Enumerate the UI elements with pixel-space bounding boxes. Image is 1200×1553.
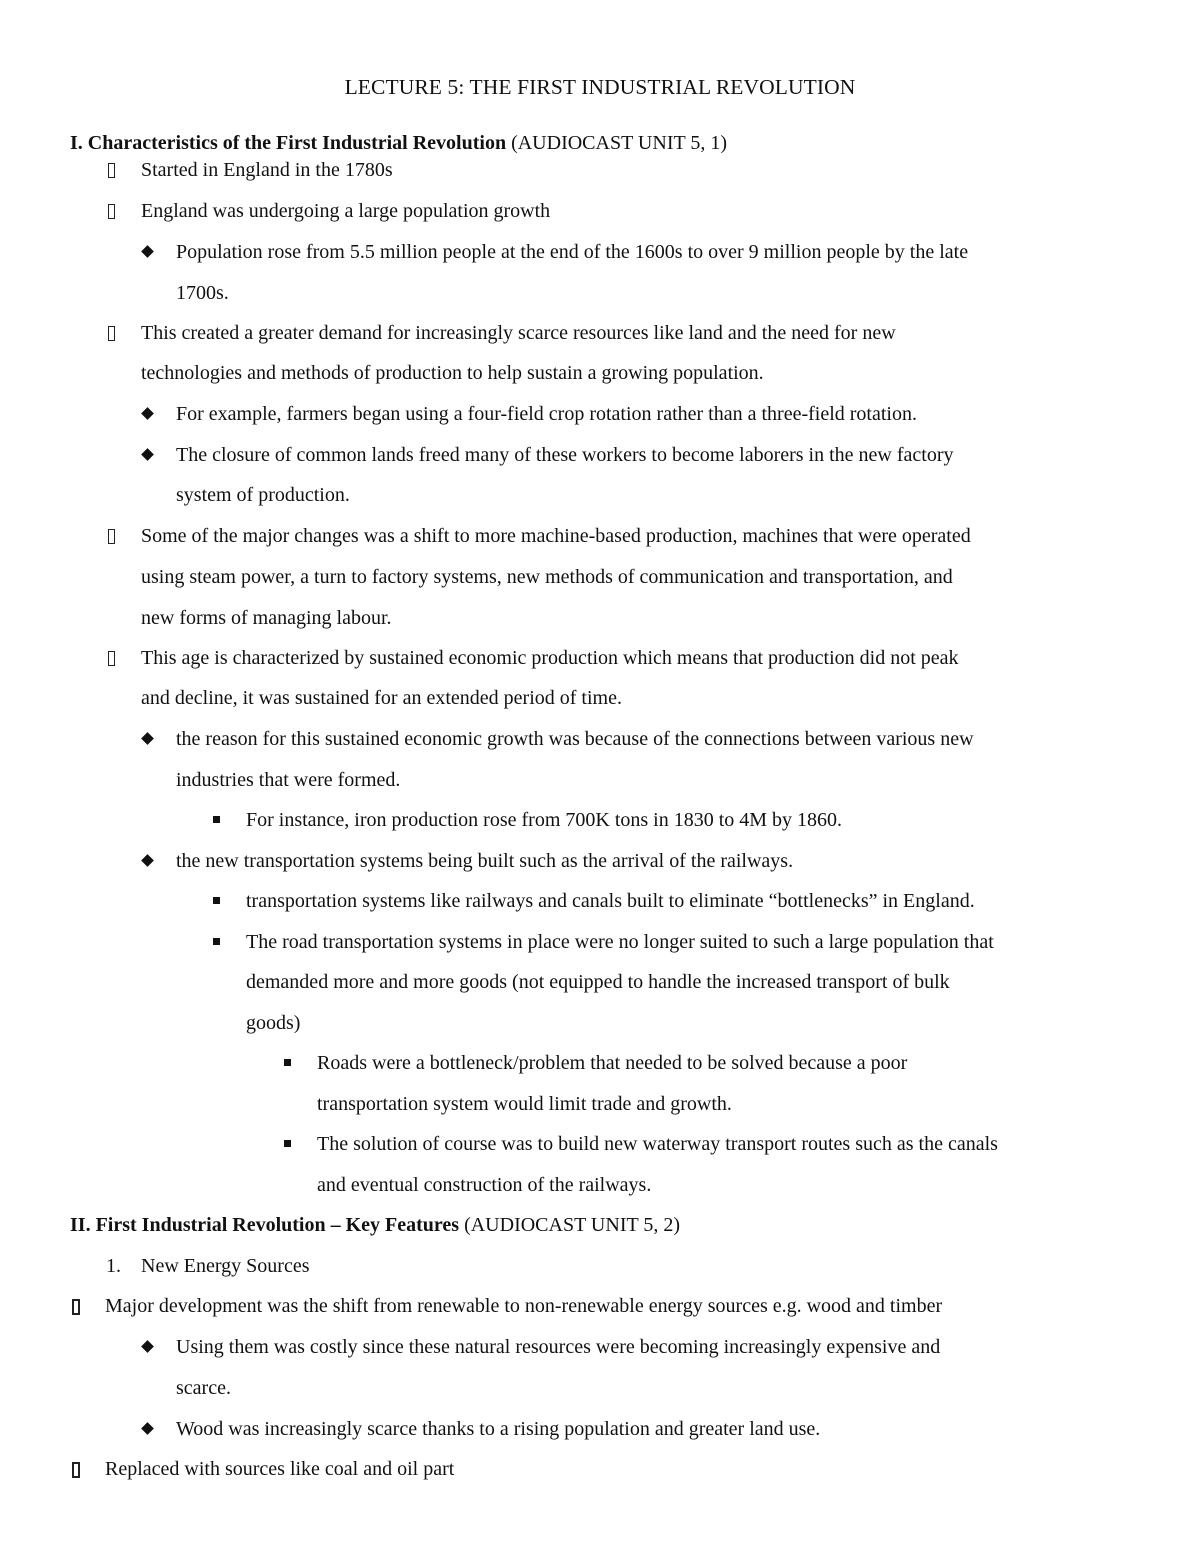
bullet-box-icon bbox=[108, 204, 115, 219]
list-item: Population rose from 5.5 million people at the end of the 1600s to over 9 million people by the late bbox=[176, 241, 969, 263]
list-item-continuation: scarce. bbox=[176, 1377, 231, 1399]
bullet-box-icon bbox=[108, 163, 115, 178]
bullet-box-icon bbox=[108, 326, 115, 341]
bullet-square-icon bbox=[213, 938, 220, 945]
list-item: Major development was the shift from renewable to non-renewable energy sources e.g. wood and timber bbox=[105, 1295, 943, 1317]
list-item: the new transportation systems being built such as the arrival of the railways. bbox=[176, 850, 794, 872]
bullet-diamond-icon bbox=[141, 1422, 154, 1435]
bullet-box-icon bbox=[72, 1462, 80, 1478]
section-1-heading bbox=[70, 128, 727, 158]
list-item: The solution of course was to build new waterway transport routes such as the canals bbox=[317, 1133, 998, 1155]
list-number: 1. bbox=[106, 1255, 121, 1277]
bullet-diamond-icon bbox=[141, 1340, 154, 1353]
bullet-diamond-icon bbox=[141, 854, 154, 867]
list-item-continuation: using steam power, a turn to factory systems, new methods of communication and transportation, and bbox=[141, 566, 953, 588]
list-item: England was undergoing a large population growth bbox=[141, 200, 551, 222]
list-item: For instance, iron production rose from 700K tons in 1830 to 4M by 1860. bbox=[246, 809, 843, 831]
list-item: the reason for this sustained economic growth was because of the connections between various new bbox=[176, 728, 974, 750]
list-item-continuation: system of production. bbox=[176, 484, 350, 506]
bullet-diamond-icon bbox=[141, 732, 154, 745]
list-item: The road transportation systems in place were no longer suited to such a large population that bbox=[246, 931, 994, 953]
bullet-diamond-icon bbox=[141, 407, 154, 420]
list-item: This created a greater demand for increasingly scarce resources like land and the need for new bbox=[141, 322, 896, 344]
bullet-diamond-icon bbox=[141, 245, 154, 258]
list-item: Wood was increasingly scarce thanks to a rising population and greater land use. bbox=[176, 1418, 821, 1440]
list-item-continuation: and decline, it was sustained for an extended period of time. bbox=[141, 687, 622, 709]
bullet-box-icon bbox=[72, 1299, 80, 1315]
section-1-source: (AUDIOCAST UNIT 5, 1) bbox=[506, 132, 727, 154]
bullet-box-icon bbox=[108, 529, 115, 544]
bullet-square-icon bbox=[213, 897, 220, 904]
list-item-continuation: new forms of managing labour. bbox=[141, 607, 392, 629]
list-item: Replaced with sources like coal and oil part bbox=[105, 1458, 455, 1480]
list-item: The closure of common lands freed many of these workers to become laborers in the new factory bbox=[176, 444, 954, 466]
bullet-square-icon bbox=[284, 1059, 291, 1066]
bullet-square-icon bbox=[284, 1140, 291, 1147]
list-item: This age is characterized by sustained economic production which means that production did not peak bbox=[141, 647, 959, 669]
list-item: Using them was costly since these natural resources were becoming increasingly expensive and bbox=[176, 1336, 941, 1358]
section-2-heading-text: II. First Industrial Revolution – Key Features bbox=[70, 1214, 460, 1236]
section-2-heading bbox=[70, 1210, 680, 1240]
section-1-heading-text: I. Characteristics of the First Industrial Revolution bbox=[70, 132, 507, 154]
list-item: Some of the major changes was a shift to more machine-based production, machines that were operated bbox=[141, 525, 971, 547]
bullet-square-icon bbox=[213, 816, 220, 823]
list-item-continuation: transportation system would limit trade and growth. bbox=[317, 1093, 732, 1115]
page-title: LECTURE 5: THE FIRST INDUSTRIAL REVOLUTION bbox=[344, 75, 856, 99]
section-2-source: (AUDIOCAST UNIT 5, 2) bbox=[459, 1214, 680, 1236]
list-item-continuation: goods) bbox=[246, 1012, 301, 1034]
list-item: Started in England in the 1780s bbox=[141, 159, 393, 181]
list-item-continuation: industries that were formed. bbox=[176, 769, 401, 791]
list-item-continuation: 1700s. bbox=[176, 282, 229, 304]
bullet-diamond-icon bbox=[141, 448, 154, 461]
list-item: New Energy Sources bbox=[141, 1255, 310, 1277]
bullet-box-icon bbox=[108, 651, 115, 666]
list-item: Roads were a bottleneck/problem that needed to be solved because a poor bbox=[317, 1052, 908, 1074]
list-item-continuation: technologies and methods of production to help sustain a growing population. bbox=[141, 362, 764, 384]
list-item: For example, farmers began using a four-field crop rotation rather than a three-field rotation. bbox=[176, 403, 917, 425]
list-item-continuation: demanded more and more goods (not equipped to handle the increased transport of bulk bbox=[246, 971, 950, 993]
list-item-continuation: and eventual construction of the railways. bbox=[317, 1174, 652, 1196]
list-item: transportation systems like railways and canals built to eliminate “bottlenecks” in England. bbox=[246, 890, 975, 912]
